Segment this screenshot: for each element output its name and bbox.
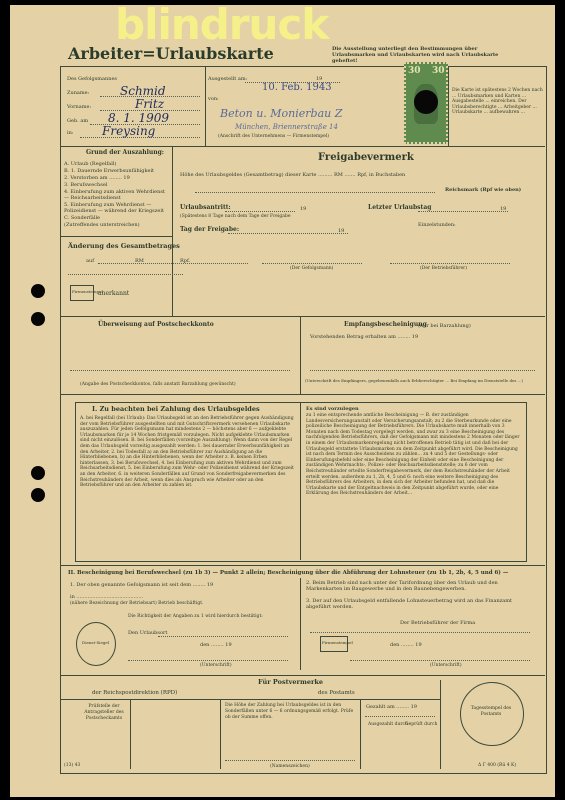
person-label-4: in: bbox=[67, 130, 74, 136]
punch-hole-3 bbox=[31, 466, 45, 480]
section1-text: A. bei Regelfall (bei Urlaub): Das Urlaubsgeld ist an den Betriebsführer gegen Aushändigung der vom Betriebsführer ausgestellten und mit Gutschriftsvermerk versehenen Urlaubskarte auszuzahlen. Für jeden Gefolgsmann hat mindestens 2 — höchstens aber 6 — aufgeklebte Urlaubsmarken für je 14 Wochen fristgemäß vorzulegen. Nicht aufgeklebte Urlaubsmarken sind nicht einzulösen. B. bei Sonderfällen (vorzeitige Auszahlung): Wenn dann von der Regel dem das Urlaubsgeld vorzeitig ausgezahlt werden: 1. bei dauernder Erwerbsunfähigkeit an den Arbeiter, 2. bei Todesfall a) an den Betriebsführer zur Aushändigung an die Hinterbliebenen, b) an die Hinterbliebenen, wenn der Arbeiter z. B. keinen Erben hinterlassen, 3. bei Berufswechsel, 4. bei Einberufung zum aktiven Wehrdienst und zum Reichsarbeitsdienst, 5. bei Einberufung zum Wehr- oder Polizeidienst während der Kriegszeit an den Arbeiter, 6. in weiteren Sonderfällen auf Grund von Sonderfreigabevermerken des Reichstreuhänders der Arbeit, wenn dies als Anspruch wie Arbeiter oder an den Betriebsführer und an den Arbeiter zu zahlen ist. bbox=[80, 416, 294, 489]
section2-unterschrift-2: (Unterschrift) bbox=[430, 663, 462, 668]
grund-item-5: 5. Einberufung zum Wehrdienst — Polizeidienst — während der Kriegszeit bbox=[64, 202, 164, 214]
freigabe-title: Freigabevermerk bbox=[318, 152, 414, 163]
person-label-0: Des Gefolgsmannes bbox=[67, 76, 117, 82]
zuname-value: Schmid bbox=[120, 84, 166, 98]
section2-firmenstempel: Firmenstempel bbox=[322, 640, 353, 645]
ausgestellt-year: 19 bbox=[316, 76, 323, 82]
section2-title: II. Bescheinigung bei Berufswechsel (zu 1b 3) — Punkt 2 allein; Bescheinigung über die Abführung der Lohnsteuer (zu 1b 1, 2b, 4, 5 und 6) — bbox=[68, 570, 509, 576]
section2-ort: Den Urlaubsort bbox=[128, 630, 168, 636]
postvermerke-reichspost: der Reichspostdirektion (RPD) bbox=[92, 690, 178, 696]
empfang-text: Vorstehenden Betrag erhalten am ........ 19 bbox=[310, 334, 419, 340]
punch-hole-1 bbox=[31, 284, 45, 298]
employer-caption: (Anschrift des Unternehmens — Firmenstempel) bbox=[218, 134, 330, 139]
section2-dienstsiegel: Dienst-Siegel bbox=[82, 640, 110, 645]
freigabe-urlaubsantritt: Urlaubsantritt: bbox=[180, 204, 231, 211]
employer-stamp: Beton u. Monierbau Z bbox=[220, 107, 343, 120]
empfang-caption: (Unterschrift des Empfängers, gegebenenfalls auch Erbberechtigter ... Bei Empfang im Dienststelle des ...) bbox=[305, 378, 524, 383]
von-label: von: bbox=[208, 96, 219, 102]
employer-city: München, Briennerstraße 14 bbox=[235, 123, 338, 131]
grund-item-4: 4. Einberufung zum aktiven Wehrdienst — Reichsarbeitsdienst bbox=[64, 189, 165, 201]
postvermerke-col1: Prüfstelle der Antragsteller des Postscheckamts bbox=[84, 704, 124, 721]
section2-richtigkeit: Die Richtigkeit der Angaben zu 1 wird hierdurch bestätigt: bbox=[128, 614, 263, 619]
postvermerke-postamt: des Postamts bbox=[318, 690, 355, 696]
grund-item-7: (Zutreffendes unterstreichen) bbox=[64, 222, 140, 228]
person-label-2: Vorname: bbox=[67, 104, 92, 110]
postvermerke-col2: Die Höhe der Zahlung bei Urlaubsgeldes ist in den Sonderfällen unter 6 — 6 ordnungsgemäß erfolgt. Prüfe ob der Summe offen. bbox=[225, 703, 354, 720]
aenderung-gefolgsmann: (Der Gefolgsmann) bbox=[290, 266, 334, 271]
person-label-3: Geb. am bbox=[67, 118, 89, 124]
section1-right-text: zu 1 eine entsprechende amtliche Bescheinigung — B. der zuständigen Landesversicherungsanstalt oder Versicherungsanstalt; zu 2 die Sterbeurkunde oder eine polizeiliche Bescheinigung der Betriebsführers. Die Urlaubskarte muß innerhalb von 3 Monaten nach dem Todestag vorgelegt werden, und zwar zu 3 eine Bescheinigung des nachfolgenden Betriebsführers, daß der Gefolgsmann mit mindestens 2 Monaten oder länger in einem der Urlaubsmarkenregelung nicht betroffenen Betrieb tätig ist und daß bei der Urlaubsgeld erstattete Urlaubsmarken zu dem Zeitpunkt abgeführt wird. Die Bescheinigung ist nach dem Termin des Ausscheidens zu zählen... zu 4 und 5 der Gestellungs- oder Einberufungsbefehl oder eine Bescheinigung der Einheit oder eine Bescheinigung der zuständigen Wehrmachts-, Polizei- oder Reichsarbeitsdienststelle; zu 6 der vom Reichstreuhänder erteilte Sonderfreigabevermerk, der dem Reichstreuhänder der Arbeit erteilt werden. außerdem zu 1, 2b, 4, 5 und 6: noch eine weitere Bescheinigung des Betriebsführers des Arbeiters, in dem sich der Arbeiter befunden hat, und daß die Urlaubskarte und der Entgeltnachweis in den Zeitpunkt abgeführt wurde, oder eine Erklärung des Reichstreuhänders der Arbeit... bbox=[306, 413, 520, 497]
section2-den-2: den ........ 19 bbox=[390, 642, 422, 648]
grund-item-1: B. 1. Dauernde Erwerbsunfähigkeit bbox=[64, 168, 155, 174]
section2-r2: 3. Der auf den Urlaubsgeld entfallende Lohnsteuerbetrag wird an das Finanzamt abgeführt werden. bbox=[306, 598, 513, 610]
watermark: blindruck bbox=[115, 0, 329, 49]
section2-l1: 1. Der oben genannte Gefolgsmann ist seit dem ........ 19 bbox=[70, 582, 214, 588]
geburtsdatum-value: 8. 1. 1909 bbox=[108, 111, 170, 125]
grund-item-6: C. Sonderfälle bbox=[64, 215, 101, 221]
postvermerke-namenszeichen: (Namenszeichen) bbox=[270, 764, 310, 769]
empfang-note: (nur bei Barzahlung) bbox=[418, 323, 471, 329]
punch-hole-2 bbox=[31, 312, 45, 326]
form-title: Arbeiter=Urlaubskarte bbox=[68, 44, 274, 63]
section2-l1c: (nähere Bezeichnung der Betriebsart) Betrieb beschäftigt. bbox=[70, 601, 204, 606]
postvermerke-tagesstempel: Tagesstempel des Postamts bbox=[470, 706, 512, 717]
footer-left: (13) 43 bbox=[64, 763, 81, 768]
section2-r1: 2. Beim Betrieb sind nach unter der Tarifordnung über den Urlaub und den Markenkarten im Baugewerbe und in den Baunebengewerben. bbox=[306, 580, 498, 592]
person-label-1: Zuname: bbox=[67, 90, 90, 96]
aenderung-betriebsfuehrer: (Der Betriebsführer) bbox=[420, 266, 468, 271]
postvermerke-title: Für Postvermerke bbox=[258, 678, 324, 686]
postvermerke-col3: Gezahlt am ........ 19 bbox=[366, 704, 417, 710]
postscheck-caption: (Angabe des Postscheckkontos, falls anstatt Barzahlung gewünscht) bbox=[80, 382, 236, 387]
geburtsort-value: Freysing bbox=[102, 124, 156, 138]
freigabe-year-1: 19 bbox=[300, 206, 307, 212]
section2-unterschrift-1: (Unterschrift) bbox=[200, 663, 232, 668]
aenderung-rm: RM bbox=[135, 258, 144, 264]
stamp-value-left: 30 bbox=[408, 66, 421, 76]
aenderung-auf: auf bbox=[86, 258, 95, 264]
freigabe-hinweis: (Spätestens 8 Tage nach dem Tage der Freigabe bbox=[180, 214, 291, 219]
grund-item-0: A. Urlaub (Regelfall) bbox=[64, 161, 117, 167]
section2-den-1: den ........ 19 bbox=[200, 642, 232, 648]
freigabe-reichsmark: Reichsmark (Rpf wie oben) bbox=[445, 187, 522, 193]
ausgestellt-label: Ausgestellt am: bbox=[208, 76, 248, 82]
empfang-title: Empfangsbescheinigung bbox=[344, 321, 427, 328]
freigabe-tag: Tag der Freigabe: bbox=[180, 226, 240, 233]
section2-betriebsfuehrer: Der Betriebsführer der Firma bbox=[400, 620, 476, 626]
aenderung-rpf: Rpf. bbox=[180, 258, 191, 264]
stamp-value-right: 30 bbox=[432, 66, 445, 76]
section1-title: I. Zu beachten bei Zahlung des Urlaubsgeldes bbox=[92, 405, 260, 413]
freigabe-year-2: 19 bbox=[500, 206, 507, 212]
postage-stamp bbox=[404, 62, 448, 144]
vorname-value: Fritz bbox=[135, 97, 165, 111]
freigabe-line1: Höhe des Urlaubsgeldes (Gesamtbetrag) dieser Karte ......... RM ....... Rpf, in Buchstaben bbox=[180, 172, 406, 178]
grund-item-3: 3. Berufswechsel bbox=[64, 182, 108, 188]
stamp-punch bbox=[414, 90, 438, 114]
aenderung-title: Änderung des Gesamtbetrages bbox=[68, 242, 180, 250]
aenderung-anerkannt: anerkannt bbox=[98, 290, 130, 297]
postscheck-title: Überweisung auf Postscheckkonto bbox=[98, 321, 214, 328]
ausgestellt-date: 10. Feb. 1943 bbox=[262, 82, 332, 93]
section1-right-title: Es sind vorzulegen bbox=[306, 406, 359, 412]
freigabe-year-3: 19 bbox=[338, 228, 345, 234]
grund-title: Grund der Auszahlung: bbox=[86, 149, 165, 156]
aenderung-firmenstempel: Firmenstempel bbox=[72, 289, 103, 294]
footer-right: Δ Γ 400 (Rü 4 K) bbox=[478, 763, 517, 768]
punch-hole-4 bbox=[31, 488, 45, 502]
header-note: Die Ausstellung unterliegt den Bestimmungen über Urlaubsmarken und Urlaubskarten wird nach Urlaubskarte geheftet! bbox=[332, 46, 499, 64]
freigabe-letzter: Letzter Urlaubstag bbox=[368, 204, 432, 211]
freigabe-einzelstunden: Einzelstunden: bbox=[418, 222, 456, 228]
section2-l1b: in .......................................... bbox=[70, 594, 144, 600]
postvermerke-ausgezahlt: Ausgezahlt durch bbox=[368, 722, 408, 727]
right-notice: Die Karte ist spätestens 2 Wochen nach ... Urlaubsmarken und Karten ... Ausgabestelle ... einreichen. Der Urlaubsberechtigte ... Arbeitgeber ... Urlaubskarte ... aufbewahren ... bbox=[452, 88, 543, 115]
grund-item-2: 2. Verstorben am ........ 19 bbox=[64, 175, 130, 181]
postvermerke-geprueft: Geprüft durch bbox=[405, 722, 438, 727]
